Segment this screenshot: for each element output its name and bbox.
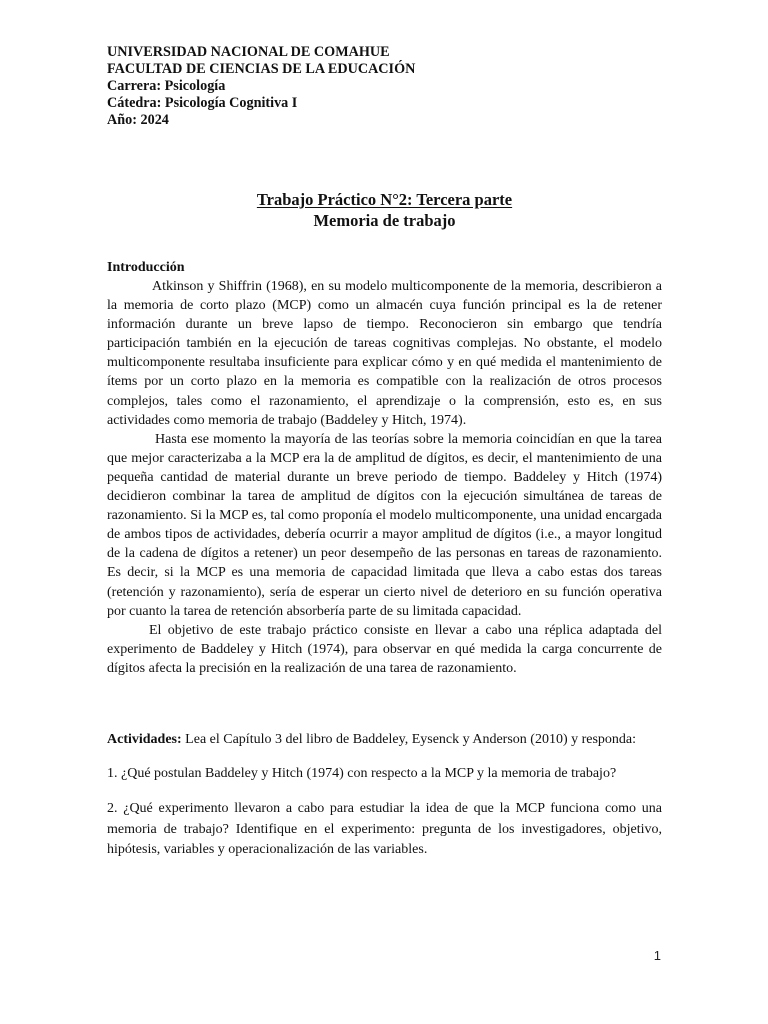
faculty-name: FACULTAD DE CIENCIAS DE LA EDUCACIÓN [107,61,416,77]
introduction-heading: Introducción [107,260,185,275]
activity-question: 2. ¿Qué experimento llevaron a cabo para estudiar la idea de que la MCP funciona como una memoria de trabajo? Identifique en el experimento: pregunta de los investigadores, objetivo, hipótesis, variables y operacionalización de las variables. [107,801,662,858]
activities-instruction: Lea el Capítulo 3 del libro de Baddeley, Eysenck y Anderson (2010) y responda: [181,731,637,747]
activities-label: Actividades: [107,731,182,747]
year-line: Año: 2024 [107,112,169,128]
document-header [107,44,662,129]
document-page [107,44,662,861]
university-name: UNIVERSIDAD NACIONAL DE COMAHUE [107,44,390,60]
introduction-paragraph: Atkinson y Shiffrin (1968), en su modelo multicomponente de la memoria, describieron a la memoria de corto plazo (MCP) como un almacén cuya función principal es la de retener información durante un breve lapso de tiempo. Reconocieron sin embargo que tendría participación también en la ejecución de tareas cognitivas complejas. No obstante, el modelo multicomponente resultaba insuficiente para explicar cómo y en qué medida el mantenimiento de ítems por un corto plazo en la memoria es compatible con la realización de otros procesos complejos, tales como el razonamiento, el aprendizaje o la comprensión, esto es, en sus actividades como memoria de trabajo (Baddeley y Hitch, 1974). [107,279,662,428]
career-line: Carrera: Psicología [107,78,226,94]
introduction-section [107,258,662,678]
chair-line: Cátedra: Psicología Cognitiva I [107,95,298,111]
activities-section [107,730,662,861]
introduction-paragraph: El objetivo de este trabajo práctico consiste en llevar a cabo una réplica adaptada del experimento de Baddeley y Hitch (1974), para observar en qué medida la carga concurrente de dígitos afecta la precisión en la realización de una tarea de razonamiento. [107,622,662,676]
title-block [107,189,662,231]
page-number: 1 [653,948,661,963]
document-subtitle: Memoria de trabajo [313,211,456,230]
introduction-paragraph: Hasta ese momento la mayoría de las teorías sobre la memoria coincidían en que la tarea que mejor caracterizaba a la MCP era la de amplitud de dígitos, es decir, el mantenimiento de una pequeña cantidad de material durante un breve periodo de tiempo. Baddeley y Hitch (1974) decidieron combinar la tarea de amplitud de dígitos con la ejecución simultánea de tareas de razonamiento. Si la MCP es, tal como proponía el modelo multicomponente, una unidad encargada de ambos tipos de actividades, debería ocurrir a mayor amplitud de dígitos (i.e., a mayor longitud de la cadena de dígitos a retener) un peor desempeño de las personas en tareas de razonamiento. Es decir, si la MCP es una memoria de capacidad limitada que lleva a cabo estas dos tareas (retención y razonamiento), sería de esperar un cierto nivel de deterioro en su función operativa por cuanto la tarea de retención absorbería parte de su limitada capacidad. [107,431,662,619]
activity-question: 1. ¿Qué postulan Baddeley y Hitch (1974) con respecto a la MCP y la memoria de trabajo? [107,765,617,781]
activities-intro [107,730,662,749]
document-title: Trabajo Práctico N°2: Tercera parte [256,190,513,209]
